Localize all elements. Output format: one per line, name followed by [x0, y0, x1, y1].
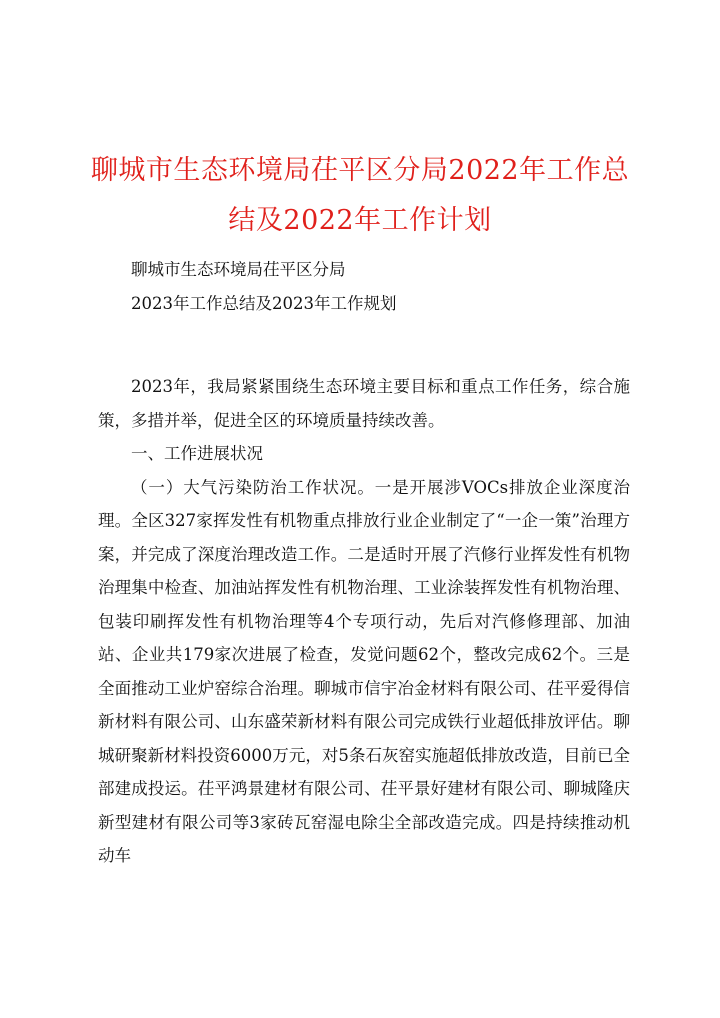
document-title-line-1: 聊城市生态环境局茌平区分局2022年工作总 — [90, 155, 630, 186]
document-title — [90, 146, 630, 246]
document-body — [98, 370, 630, 873]
intro-paragraph: 2023年，我局紧紧围绕生态环境主要目标和重点工作任务，综合施策，多措并举，促进全区的环境质量持续改善。 — [98, 377, 630, 430]
document-subtitle: 2023年工作总结及2023年工作规划 — [131, 293, 397, 313]
document-title-line-2: 结及2022年工作计划 — [228, 205, 492, 236]
organization-name: 聊城市生态环境局茌平区分局 — [131, 260, 346, 279]
document-meta — [98, 253, 630, 320]
section-heading: 一、工作进展状况 — [131, 444, 263, 463]
body-paragraph: （一）大气污染防治工作状况。一是开展涉VOCs排放企业深度治理。全区327家挥发性有机物重点排放行业企业制定了“一企一策”治理方案，并完成了深度治理改造工作。二是适时开展了汽修行业挥发性有机物治理集中检查、加油站挥发性有机物治理、工业涂装挥发性有机物治理、包装印刷挥发性有机物治理等4个专项行动，先后对汽修修理部、加油站、企业共179家次进展了检查，发觉问题62个，整改完成62个。三是全面推动工业炉窑综合治理。聊城市信宇冶金材料有限公司、茌平爱得信新材料有限公司、山东盛荣新材料有限公司完成铁行业超低排放评估。聊城研聚新材料投资6000万元，对5条石灰窑实施超低排放改造，目前已全部建成投运。茌平鸿景建材有限公司、茌平景好建材有限公司、聊城隆庆新型建材有限公司等3家砖瓦窑湿电除尘全部改造完成。四是持续推动机动车 — [98, 477, 630, 865]
